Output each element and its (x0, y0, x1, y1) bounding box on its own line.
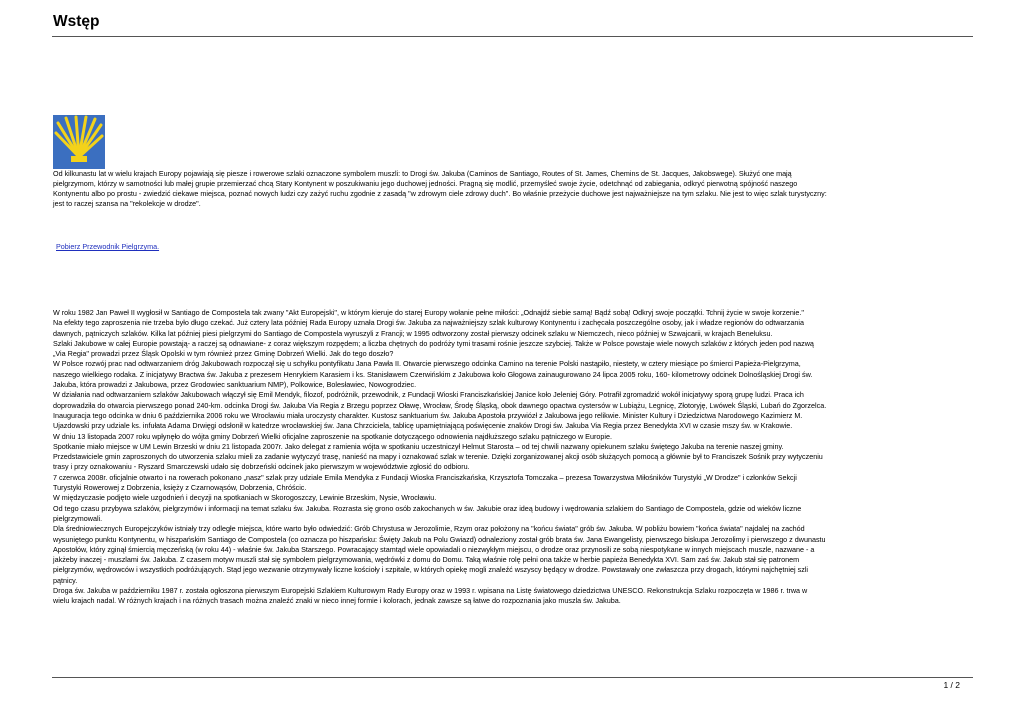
body-line: Jakuba, która prowadzi z Jakubowa, przez Grodowiec sanktuarium NMP), Polkowice, Bolesławiec, Nowogrodziec. (53, 380, 417, 390)
scallop-shell-icon (53, 115, 105, 169)
body-line: dawnych, pątniczych szlaków. Kilka lat później piesi pielgrzymi do Santiago de Compostela wyruszyli z Francji; w 1995 odtworzony został pierwszy odcinek szlaku w Niemczech, nieco później w Szwajcarii, w krajach Beneluksu. (53, 328, 773, 338)
intro-line: jest to raczej szansa na "rekolekcje w drodze". (53, 199, 201, 209)
page-title: Wstęp (53, 13, 100, 30)
body-line: pielgrzymów, wędrowców i wszystkich podróżujących. Stąd jego wezwanie otrzymywały liczne kościoły i szpitale, w których opiekę mogli znaleźć wszyscy będący w drodze. Powstawały one zwłaszcza przy drogach, którymi najchętniej szli (53, 565, 808, 575)
body-line: W Polsce rozwój prac nad odtwarzaniem dróg Jakubowach rozpoczął się u schyłku pontyfikatu Jana Pawła II. Otwarcie pierwszego odcinka Camino na terenie Polski nastąpiło, niestety, w cztery miesiące po śmierci Papieża-Pielgrzyma, (53, 359, 801, 369)
body-line: Szlaki Jakubowe w całej Europie powstają- a raczej są odnawiane- z coraz większym rozpędem; a liczba chętnych do podróży tymi trasami rośnie jeszcze szybciej. Także w Polsce powstaje wiele nowych szlaków z których jeden pod nazwą (53, 338, 814, 348)
history-text (53, 308, 971, 607)
intro-line: Kontynentu albo po prostu - zwiedzić ciekawe miejsca, poznać nowych ludzi czy zażyć ruchu zgodnie z zasadą "w zdrowym ciele zdrowy duch". Bo właśnie przeżycie duchowe jest najważniejsze na tym szlaku. Nie jest to więc szlak turystyczny: (53, 189, 827, 199)
body-line: Przedstawiciele gmin zaproszonych do utworzenia szlaku mieli za zadanie wytyczyć trasę, nanieść na mapy i oznakować szlak w terenie. Dzięki zorganizowanej akcji osób służących pomocą a głównie był to Franciszek Sośnik przy wytyczeniu (53, 452, 823, 462)
body-line: Na efekty tego zaproszenia nie trzeba było długo czekać. Już cztery lata później Rada Europy uznała Drogi św. Jakuba za najważniejszy szlak kulturowy Kontynentu i zachęcała poszczególne osoby, jak i władze regionów do odtwarzania (53, 318, 804, 328)
body-line: wysuniętego punktu Kontynentu, w hiszpańskim Santiago de Compostela (co oznacza po hiszpańsku: Święty Jakub na Polu Gwiazd) odnaleziony został grób brata św. Jana Ewangelisty, pierwszego biskupa Jerozolimy i pierwszego z dwunastu (53, 534, 826, 544)
body-line: doprowadziła do otwarcia pierwszego ponad 240-km. odcinka Drogi św. Jakuba Via Regia z Brzegu poprzez Oławę, Wrocław, Środę Śląską, obok dawnego opactwa cystersów w Lubiążu, Legnicę, Złotoryję, Lwówek Śląski, Lubań do Zgorzelca. (53, 400, 827, 410)
body-line: jakżeby inaczej - muszlami św. Jakuba. Z czasem motyw muszli stał się symbolem pielgrzymowania, wędrówki z domu do Domu. Taką właśnie rolę pełni ona także w herbie papieża Benedykta XVI. Sam zaś św. Jakub stał się patronem (53, 555, 800, 565)
body-line: Turystyki Rowerowej z Dobrzenia, księży z Czarnowąsów, Dobrzenia, Chróścic. (53, 483, 307, 493)
body-line: W roku 1982 Jan Paweł II wygłosił w Santiago de Compostela tak zwany "Akt Europejski", w którym kieruje do starej Europy wołanie pełne miłości: „Odnajdź siebie samą! Bądź sobą! Odkryj swoje początki. Tchnij życie w swoje korzenie." (53, 308, 804, 317)
intro-line: pielgrzymom, którzy w samotności lub małej grupie przemierzać chcą Stary Kontynent w poszukiwaniu jego duchowej jedności. Pragną się modlić, przemyśleć swoje życie, odetchnąć od zabiegania, odkryć pierwotną spójność naszego (53, 178, 798, 188)
page-number: 1 / 2 (943, 680, 960, 690)
footer-divider (52, 677, 973, 678)
body-line: Dla średniowiecznych Europejczyków istniały trzy odległe miejsca, które warto było odwiedzić: Grób Chrystusa w Jerozolimie, Rzym oraz położony na "końcu świata" grób św. Jakuba. W pobliżu bowiem "końca świata" najdalej na zachód (53, 524, 805, 534)
intro-paragraph (53, 169, 971, 210)
body-line: Inauguracja tego odcinka w dniu 6 października 2006 roku we Wrocławiu miała uroczysty charakter. Kustosz sanktuarium św. Jakuba Apostoła przywiózł z Jakubowa jego relikwie. Minister Kultury i Dziedzictwa Narodowego Kazimierz M. (53, 410, 803, 420)
body-line: pątnicy. (53, 575, 78, 585)
body-line: Spotkanie miało miejsce w UM Lewin Brzeski w dniu 21 listopada 2007r. Jako delegat z ramienia wójta w spotkaniu uczestniczył Helmut Starosta – od tej chwili nazwany opiekunem szlaku świętego Jakuba na terenie naszej gminy. (53, 441, 784, 451)
header-divider (52, 36, 973, 37)
body-line: W działania nad odtwarzaniem szlaków Jakubowach włączył się Emil Mendyk, filozof, podróżnik, przewodnik, z Fundacji Wioski Franciszkańskiej Janice koło Jeleniej Góry. Potrafił zgromadzić wokół inicjatywy sporą grupę ludzi. Praca ich (53, 390, 804, 400)
body-line: Od tego czasu przybywa szlaków, pielgrzymów i informacji na temat szlaku św. Jakuba. Rozrasta się grono osób zakochanych w św. Jakubie oraz ideą budowy i wędrowania szlakiem do Santiago de Compostela, gdzie od wieków liczne (53, 503, 802, 513)
body-line: Droga św. Jakuba w październiku 1987 r. została ogłoszona pierwszym Europejski Szlakiem Kulturowym Rady Europy oraz w 1993 r. wpisana na Listę światowego dziedzictwa UNESCO. Rekonstrukcja Szlaku rozpoczęta w 1986 r. trwa w (53, 586, 808, 596)
body-line: 7 czerwca 2008r. oficjalnie otwarto i na rowerach pokonano „nasz" szlak przy udziale Emila Mendyka z Fundacji Wioska Franciszkańska, Krzysztofa Tomczaka – prezesa Towarzystwa Miłośników Turystyki „W Drodze" i członków Sekcji (53, 472, 797, 482)
body-line: wielu krajach nadal. W różnych krajach i na różnych trasach można znaleźć znaki w nieco innej formie i kolorach, jednak zawsze są łatwe do rozpoznania jako muszla św. Jakuba. (53, 596, 621, 606)
body-line: Apostołów, który zginął śmiercią męczeńską (w roku 44) - właśnie św. Jakuba Starszego. Powracający stamtąd wiele opowiadali o niezwykłym miejscu, o drodze oraz przynosili ze sobą niespotykane w innych miejscach muszle, nazwane - a (53, 544, 815, 554)
body-line: trasy i przy oznakowaniu - Ryszard Smarczewski udało się dobrzeński odcinek jako pierwszym w województwie zgłosić do odbioru. (53, 462, 470, 472)
body-line: W międzyczasie podjęto wiele uzgodnień i decyzji na spotkaniach w Skorogoszczy, Lewinie Brzeskim, Nysie, Wrocławiu. (53, 493, 437, 503)
body-line: naszego wielkiego rodaka. Z inicjatywy Bractwa św. Jakuba z prezesem Henrykiem Karasiem i ks. Stanisławem Czerwińskim z Jakubowa koło Głogowa zainaugurowano 24 lipca 2005 roku, 160- kilometrowy odcinek Dolnośląskiej Drogi św. (53, 369, 813, 379)
body-line: pielgrzymowali. (53, 513, 103, 523)
body-line: Ujazdowski przy udziale ks. infułata Adama Drwięgi odsłonił w katedrze wrocławskiej św. Jana Chrzciciela, tablicę upamiętniającą poświęcenie znaków Drogi św. Jakuba Via Regia przez Benedykta XVI w czasie mszy św. w Krakowie. (53, 421, 793, 431)
body-line: „Via Regia" prowadzi przez Śląsk Opolski w tym również przez Gminę Dobrzeń Wielki. Jak do tego doszło? (53, 349, 394, 359)
body-line: W dniu 13 listopada 2007 roku wpłynęło do wójta gminy Dobrzeń Wielki oficjalne zaproszenie na spotkanie dotyczącego odnowienia najdłuższego szlaku pątniczego w Europie. (53, 431, 612, 441)
intro-line: Od kilkunastu lat w wielu krajach Europy pojawiają się piesze i rowerowe szlaki oznaczone symbolem muszli: to Drogi św. Jakuba (Caminos de Santiago, Routes of St. James, Chemins de St. Jacques, Jakobswege). Służyć one mają (53, 168, 792, 178)
download-guide-link[interactable]: Pobierz Przewodnik Pielgrzyma. (56, 242, 160, 251)
